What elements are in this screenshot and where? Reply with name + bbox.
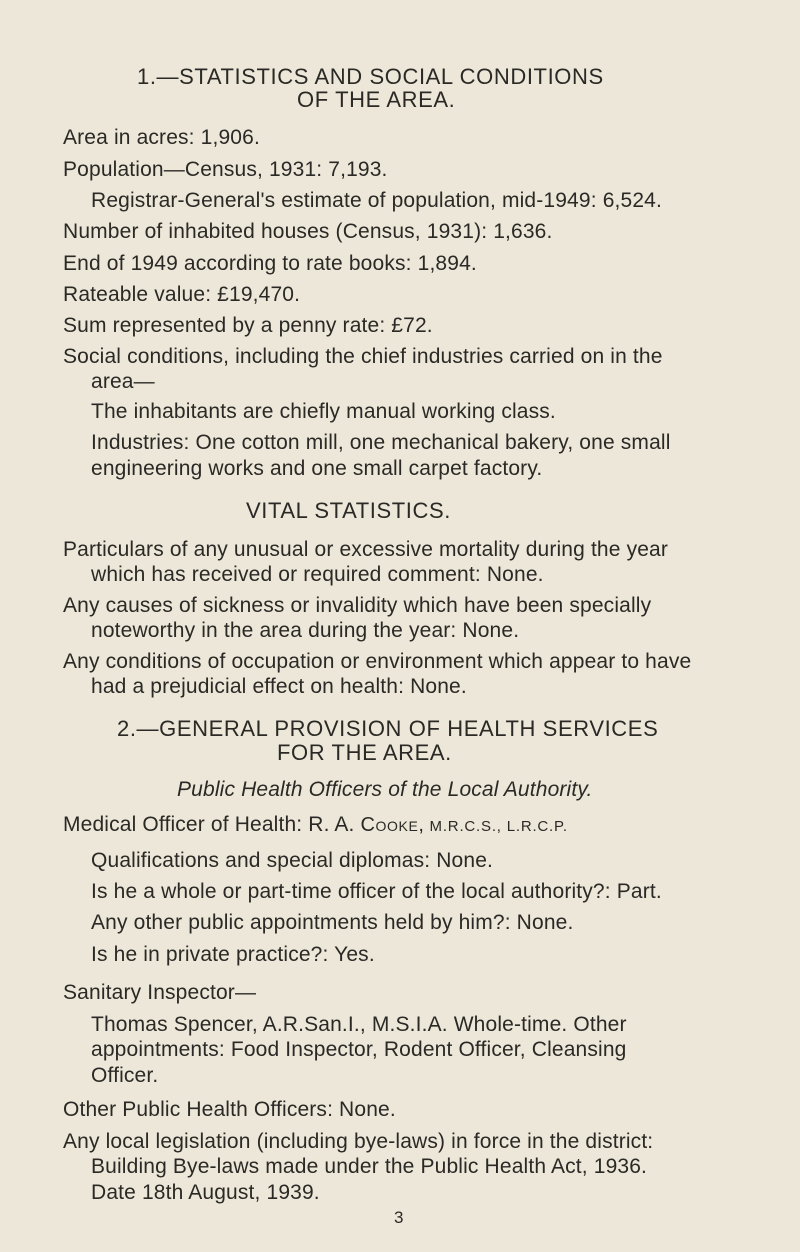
legislation-line1: Any local legislation (including bye-laws) in force in the district: [63, 1130, 654, 1153]
social-conditions-line2: area— [91, 370, 155, 393]
area-in-acres: Area in acres: 1,906. [63, 126, 260, 149]
mortality-line1: Particulars of any unusual or excessive mortality during the year [63, 538, 669, 561]
other-appointments-text: Any other public appointments held by him?: None. [91, 911, 574, 934]
medical-officer-name: Cooke, [360, 814, 425, 836]
registrar-estimate: Registrar-General's estimate of population, mid-1949: 6,524. [91, 189, 662, 212]
population-census: Population—Census, 1931: 7,193. [63, 158, 388, 181]
industries-line1: Industries: One cotton mill, one mechanical bakery, one small [91, 431, 671, 454]
section2-heading-line1: 2.—GENERAL PROVISION OF HEALTH SERVICES [117, 716, 659, 741]
inhabitants-text: The inhabitants are chiefly manual working class. [91, 400, 556, 423]
qualifications-text: Qualifications and special diplomas: None. [91, 849, 494, 872]
public-health-officers-subheading: Public Health Officers of the Local Authority. [177, 778, 593, 801]
legislation-line3: Date 18th August, 1939. [91, 1181, 320, 1204]
mortality-line2: which has received or required comment: None. [91, 563, 544, 586]
rateable-value: Rateable value: £19,470. [63, 283, 301, 306]
industries-line2: engineering works and one small carpet factory. [91, 457, 543, 480]
sickness-line2: noteworthy in the area during the year: None. [91, 619, 520, 642]
occupation-line1: Any conditions of occupation or environment which appear to have [63, 650, 692, 673]
section2-heading-line2: FOR THE AREA. [277, 740, 452, 765]
section1-heading-line2: OF THE AREA. [297, 87, 456, 112]
private-practice-text: Is he in private practice?: Yes. [91, 943, 375, 966]
medical-officer-line [63, 814, 568, 835]
legislation-line2: Building Bye-laws made under the Public Health Act, 1936. [91, 1155, 648, 1178]
rate-books: End of 1949 according to rate books: 1,894. [63, 252, 477, 275]
social-conditions-line1: Social conditions, including the chief industries carried on in the [63, 345, 663, 368]
page-number: 3 [394, 1208, 404, 1227]
sanitary-line3: Officer. [91, 1064, 159, 1087]
medical-officer-label: Medical Officer of Health: R. A. [63, 813, 361, 836]
section1-heading-line1: 1.—STATISTICS AND SOCIAL CONDITIONS [137, 64, 604, 89]
inhabited-houses: Number of inhabited houses (Census, 1931): 1,636. [63, 220, 553, 243]
sanitary-line1: Thomas Spencer, A.R.San.I., M.S.I.A. Whole-time. Other [91, 1013, 627, 1036]
whole-part-time-text: Is he a whole or part-time officer of the local authority?: Part. [91, 880, 662, 903]
vital-statistics-heading: VITAL STATISTICS. [246, 498, 451, 523]
sanitary-line2: appointments: Food Inspector, Rodent Officer, Cleansing [91, 1038, 627, 1061]
medical-officer-qualifications: M.R.C.S., L.R.C.P. [424, 818, 568, 835]
sickness-line1: Any causes of sickness or invalidity which have been specially [63, 594, 652, 617]
sanitary-inspector-label: Sanitary Inspector— [63, 981, 257, 1004]
occupation-line2: had a prejudicial effect on health: None. [91, 675, 467, 698]
penny-rate: Sum represented by a penny rate: £72. [63, 314, 433, 337]
other-officers-text: Other Public Health Officers: None. [63, 1098, 396, 1121]
